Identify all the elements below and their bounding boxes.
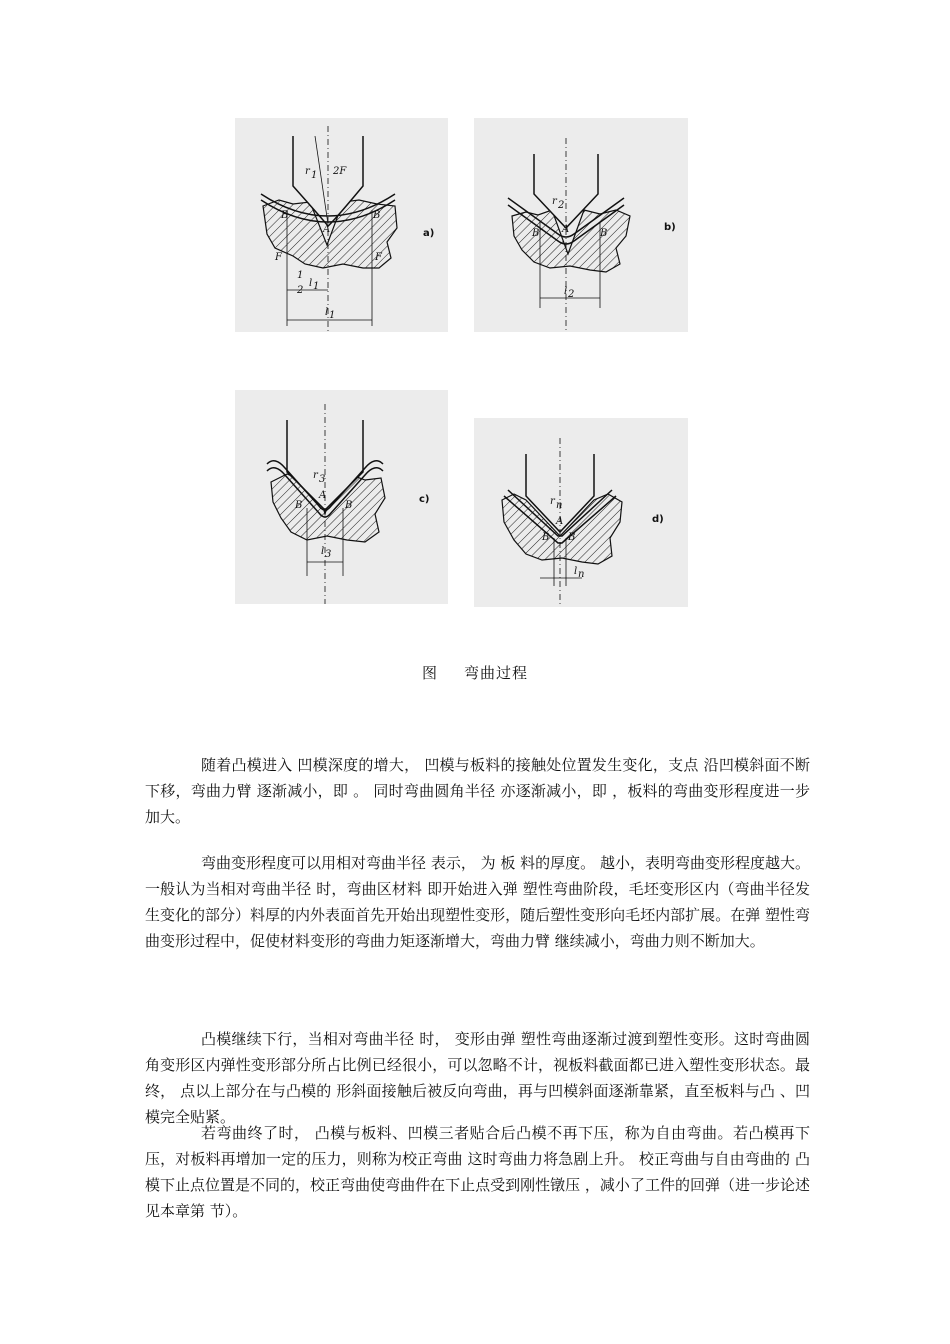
paragraph-3-text: 凸模继续下行，当相对弯曲半径 时， 变形由弹 塑性弯曲逐渐过渡到塑性变形。这时弯曲圆角变形区内弹性变形部分所占比例已经很小，可以忽略不计，视板料截面都已进入塑性变形状态。最终， 点以上部分在与凸模的 形斜面接触后被反向弯曲，再与凹模斜面逐渐靠紧，直至板料与凸 、凹模完全贴紧。 bbox=[145, 1030, 810, 1126]
label-l-sub: n bbox=[578, 569, 585, 580]
paragraph-1 bbox=[145, 752, 810, 830]
label-r: r bbox=[550, 496, 555, 507]
panel-label-b: b) bbox=[664, 222, 676, 233]
label-point-b-left: B bbox=[295, 500, 303, 511]
paragraph-4 bbox=[145, 1120, 810, 1224]
figure-panel-d bbox=[474, 418, 688, 607]
paragraph-1-text: 随着凸模进入 凹模深度的增大， 凹模与板料的接触处位置发生变化，支点 沿凹模斜面不断下移，弯曲力臂 逐渐减小，即 。 同时弯曲圆角半径 亦逐渐减小，即 ，板料的弯曲变形程度进一步加大。 bbox=[145, 756, 810, 826]
paragraph-2 bbox=[145, 850, 810, 954]
label-point-b-right: B bbox=[373, 210, 381, 221]
label-r: r bbox=[305, 166, 310, 177]
label-point-b-left: B bbox=[281, 210, 289, 221]
label-point-a: A bbox=[556, 516, 564, 527]
label-l-sub: 2 bbox=[568, 289, 575, 300]
label-l: l bbox=[309, 278, 313, 289]
label-r-sub: 1 bbox=[311, 170, 318, 181]
panel-label-d: d) bbox=[652, 514, 664, 525]
label-l: l bbox=[574, 566, 578, 577]
label-r-sub: n bbox=[556, 500, 563, 511]
figure-panel-c bbox=[235, 390, 448, 604]
label-force: 2F bbox=[333, 166, 347, 177]
label-half-num: 1 bbox=[297, 270, 304, 281]
label-l-bottom-sub: 1 bbox=[329, 310, 336, 321]
caption-title: 弯曲过程 bbox=[464, 664, 529, 682]
label-point-a: A bbox=[562, 224, 570, 235]
panel-label-a: a) bbox=[423, 228, 435, 239]
figure-panel-b bbox=[474, 118, 688, 332]
label-point-b-right: B bbox=[345, 500, 353, 511]
paragraph-3 bbox=[145, 1026, 810, 1130]
label-l-sub: 3 bbox=[325, 549, 332, 560]
label-point-b-right: B bbox=[568, 532, 576, 543]
label-r-sub: 3 bbox=[319, 474, 326, 485]
figure-caption bbox=[0, 662, 950, 683]
label-l-sub: 1 bbox=[313, 281, 320, 292]
bending-diagram-a bbox=[235, 118, 448, 332]
label-force-left: F bbox=[275, 252, 282, 263]
bending-diagram-d bbox=[474, 418, 688, 607]
label-force-right: F bbox=[375, 252, 382, 263]
label-r: r bbox=[552, 196, 557, 207]
label-l-bottom: l bbox=[325, 307, 329, 318]
label-point-a: A bbox=[323, 224, 331, 235]
label-r: r bbox=[313, 470, 318, 481]
label-point-b-left: B bbox=[542, 532, 550, 543]
label-l: l bbox=[564, 286, 568, 297]
figure-panel-a bbox=[235, 118, 448, 332]
label-r-sub: 2 bbox=[558, 200, 565, 211]
label-point-a: A bbox=[319, 490, 327, 501]
label-point-b-left: B bbox=[532, 228, 540, 239]
panel-label-c: c) bbox=[419, 494, 430, 505]
bending-diagram-b bbox=[474, 118, 688, 332]
label-half-den: 2 bbox=[297, 285, 304, 296]
paragraph-4-text: 若弯曲终了时， 凸模与板料、凹模三者贴合后凸模不再下压，称为自由弯曲。若凸模再下压，对板料再增加一定的压力，则称为校正弯曲 这时弯曲力将急剧上升。 校正弯曲与自由弯曲的 凸模下止点位置是不同的，校正弯曲使弯曲件在下止点受到刚性镦压 ，减小了工件的回弹（进一步论述见本章第 节）。 bbox=[145, 1124, 810, 1220]
bending-diagram-c bbox=[235, 390, 448, 604]
paragraph-2-text: 弯曲变形程度可以用相对弯曲半径 表示， 为 板 料的厚度。 越小，表明弯曲变形程度越大。一般认为当相对弯曲半径 时，弯曲区材料 即开始进入弹 塑性弯曲阶段，毛坯变形区内（弯曲半径发生变化的部分）料厚的内外表面首先开始出现塑性变形，随后塑性变形向毛坯内部扩展。在弹 塑性弯曲变形过程中，促使材料变形的弯曲力矩逐渐增大，弯曲力臂 继续减小，弯曲力则不断加大。 bbox=[145, 854, 810, 950]
label-l: l bbox=[321, 546, 325, 557]
label-point-b-right: B bbox=[600, 228, 608, 239]
caption-prefix: 图 bbox=[421, 664, 438, 682]
